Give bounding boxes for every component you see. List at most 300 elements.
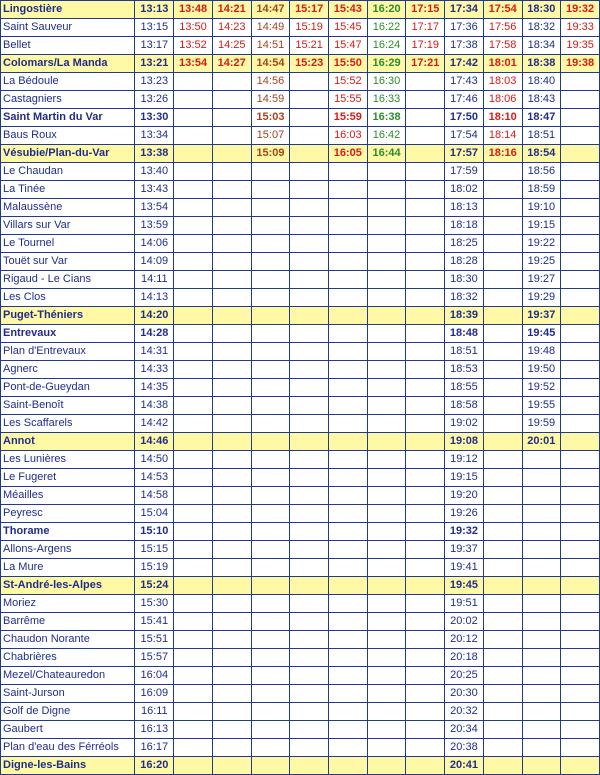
departure-time <box>290 469 329 487</box>
departure-time <box>328 667 367 685</box>
departure-time <box>561 685 600 703</box>
departure-time <box>367 631 406 649</box>
departure-time <box>367 271 406 289</box>
departure-time <box>174 577 213 595</box>
departure-time: 16:24 <box>367 37 406 55</box>
departure-time <box>561 145 600 163</box>
station-name: Thorame <box>1 523 135 541</box>
departure-time: 16:22 <box>367 19 406 37</box>
departure-time <box>251 181 290 199</box>
departure-time <box>483 343 522 361</box>
timetable-row <box>1 271 600 289</box>
departure-time <box>522 757 561 775</box>
station-name: Agnerc <box>1 361 135 379</box>
station-name: Entrevaux <box>1 325 135 343</box>
departure-time <box>328 523 367 541</box>
departure-time <box>367 613 406 631</box>
departure-time <box>406 127 445 145</box>
timetable-row <box>1 505 600 523</box>
departure-time <box>367 523 406 541</box>
departure-time <box>212 145 251 163</box>
departure-time <box>328 505 367 523</box>
departure-time <box>328 595 367 613</box>
departure-time <box>174 649 213 667</box>
departure-time <box>406 145 445 163</box>
departure-time <box>212 73 251 91</box>
departure-time <box>251 271 290 289</box>
departure-time <box>367 559 406 577</box>
departure-time: 19:22 <box>522 235 561 253</box>
timetable-body <box>1 1 600 775</box>
departure-time <box>406 613 445 631</box>
departure-time <box>406 649 445 667</box>
departure-time <box>367 307 406 325</box>
departure-time <box>483 505 522 523</box>
departure-time <box>290 757 329 775</box>
departure-time <box>174 415 213 433</box>
departure-time <box>174 451 213 469</box>
departure-time <box>174 721 213 739</box>
departure-time <box>174 667 213 685</box>
station-name: Bellet <box>1 37 135 55</box>
departure-time <box>483 541 522 559</box>
departure-time <box>561 595 600 613</box>
departure-time <box>212 487 251 505</box>
departure-time: 13:13 <box>135 1 174 19</box>
departure-time: 20:30 <box>445 685 484 703</box>
timetable-row <box>1 559 600 577</box>
departure-time <box>561 199 600 217</box>
station-name: Les Lunières <box>1 451 135 469</box>
departure-time <box>561 469 600 487</box>
departure-time <box>290 685 329 703</box>
station-name: Plan d'Entrevaux <box>1 343 135 361</box>
departure-time: 17:19 <box>406 37 445 55</box>
departure-time <box>367 379 406 397</box>
departure-time <box>328 163 367 181</box>
departure-time: 13:26 <box>135 91 174 109</box>
departure-time <box>406 523 445 541</box>
timetable-row <box>1 181 600 199</box>
departure-time <box>174 397 213 415</box>
departure-time: 19:45 <box>445 577 484 595</box>
departure-time <box>406 181 445 199</box>
departure-time: 16:09 <box>135 685 174 703</box>
departure-time <box>522 739 561 757</box>
departure-time <box>212 91 251 109</box>
departure-time <box>212 397 251 415</box>
departure-time <box>561 757 600 775</box>
departure-time <box>251 343 290 361</box>
departure-time <box>328 361 367 379</box>
timetable-row <box>1 307 600 325</box>
departure-time <box>251 487 290 505</box>
departure-time <box>212 667 251 685</box>
departure-time: 14:54 <box>251 55 290 73</box>
departure-time: 15:30 <box>135 595 174 613</box>
departure-time <box>406 577 445 595</box>
departure-time <box>367 433 406 451</box>
departure-time: 16:05 <box>328 145 367 163</box>
timetable-row <box>1 685 600 703</box>
departure-time <box>174 469 213 487</box>
station-name: Mezel/Chateauredon <box>1 667 135 685</box>
departure-time <box>367 721 406 739</box>
departure-time <box>251 505 290 523</box>
departure-time: 16:13 <box>135 721 174 739</box>
departure-time: 19:51 <box>445 595 484 613</box>
departure-time: 18:06 <box>483 91 522 109</box>
departure-time <box>290 163 329 181</box>
departure-time: 16:20 <box>135 757 174 775</box>
departure-time <box>212 343 251 361</box>
departure-time <box>367 649 406 667</box>
departure-time <box>561 433 600 451</box>
departure-time <box>406 739 445 757</box>
station-name: Digne-les-Bains <box>1 757 135 775</box>
departure-time <box>483 451 522 469</box>
departure-time <box>367 235 406 253</box>
departure-time <box>328 559 367 577</box>
departure-time: 14:25 <box>212 37 251 55</box>
departure-time <box>483 649 522 667</box>
departure-time <box>174 235 213 253</box>
departure-time <box>251 379 290 397</box>
departure-time: 19:26 <box>445 505 484 523</box>
departure-time: 17:21 <box>406 55 445 73</box>
departure-time: 13:23 <box>135 73 174 91</box>
departure-time: 14:49 <box>251 19 290 37</box>
departure-time <box>483 523 522 541</box>
departure-time: 19:15 <box>445 469 484 487</box>
departure-time <box>328 649 367 667</box>
departure-time <box>483 379 522 397</box>
departure-time: 19:48 <box>522 343 561 361</box>
departure-time <box>290 145 329 163</box>
departure-time: 14:11 <box>135 271 174 289</box>
departure-time <box>174 217 213 235</box>
departure-time: 18:30 <box>445 271 484 289</box>
departure-time <box>483 559 522 577</box>
departure-time <box>174 127 213 145</box>
departure-time: 18:58 <box>445 397 484 415</box>
departure-time <box>406 253 445 271</box>
departure-time <box>290 253 329 271</box>
departure-time <box>561 361 600 379</box>
station-name: Le Tournel <box>1 235 135 253</box>
departure-time <box>483 577 522 595</box>
departure-time <box>212 253 251 271</box>
departure-time <box>522 523 561 541</box>
departure-time <box>212 325 251 343</box>
departure-time <box>290 451 329 469</box>
station-name: Lingostière <box>1 1 135 19</box>
departure-time <box>522 505 561 523</box>
departure-time <box>561 379 600 397</box>
departure-time <box>561 91 600 109</box>
timetable-row <box>1 649 600 667</box>
departure-time: 14:47 <box>251 1 290 19</box>
departure-time <box>251 253 290 271</box>
departure-time <box>174 91 213 109</box>
departure-time <box>212 163 251 181</box>
departure-time <box>561 577 600 595</box>
departure-time <box>561 397 600 415</box>
departure-time <box>406 703 445 721</box>
departure-time <box>174 253 213 271</box>
station-name: La Mure <box>1 559 135 577</box>
departure-time <box>483 217 522 235</box>
departure-time <box>212 181 251 199</box>
departure-time <box>522 667 561 685</box>
station-name: Touët sur Var <box>1 253 135 271</box>
departure-time <box>251 415 290 433</box>
station-name: La Bédoule <box>1 73 135 91</box>
departure-time <box>212 307 251 325</box>
departure-time <box>328 415 367 433</box>
departure-time <box>522 487 561 505</box>
departure-time: 15:24 <box>135 577 174 595</box>
departure-time <box>174 289 213 307</box>
departure-time <box>174 433 213 451</box>
departure-time <box>251 667 290 685</box>
timetable-row <box>1 361 600 379</box>
departure-time <box>561 703 600 721</box>
departure-time: 19:35 <box>561 37 600 55</box>
departure-time <box>251 721 290 739</box>
timetable-row <box>1 433 600 451</box>
departure-time: 13:48 <box>174 1 213 19</box>
departure-time <box>174 739 213 757</box>
departure-time: 18:18 <box>445 217 484 235</box>
departure-time: 17:58 <box>483 37 522 55</box>
station-name: Le Fugeret <box>1 469 135 487</box>
departure-time <box>406 631 445 649</box>
departure-time: 19:33 <box>561 19 600 37</box>
departure-time <box>328 433 367 451</box>
departure-time <box>290 559 329 577</box>
timetable-row <box>1 523 600 541</box>
departure-time: 15:21 <box>290 37 329 55</box>
departure-time <box>290 127 329 145</box>
departure-time <box>328 307 367 325</box>
departure-time <box>328 451 367 469</box>
timetable-row <box>1 577 600 595</box>
departure-time <box>251 397 290 415</box>
timetable-row <box>1 415 600 433</box>
departure-time <box>522 469 561 487</box>
departure-time <box>522 577 561 595</box>
departure-time <box>367 667 406 685</box>
departure-time: 13:54 <box>135 199 174 217</box>
departure-time <box>522 649 561 667</box>
departure-time <box>174 487 213 505</box>
departure-time <box>406 235 445 253</box>
departure-time <box>328 757 367 775</box>
departure-time <box>251 685 290 703</box>
departure-time <box>483 163 522 181</box>
station-name: Chaudon Norante <box>1 631 135 649</box>
station-name: Chabrières <box>1 649 135 667</box>
departure-time: 18:51 <box>445 343 484 361</box>
station-name: Saint Martin du Var <box>1 109 135 127</box>
departure-time <box>406 163 445 181</box>
station-name: Gaubert <box>1 721 135 739</box>
departure-time: 18:55 <box>445 379 484 397</box>
station-name: Barrême <box>1 613 135 631</box>
departure-time <box>561 649 600 667</box>
departure-time <box>174 541 213 559</box>
departure-time: 15:50 <box>328 55 367 73</box>
station-name: Puget-Théniers <box>1 307 135 325</box>
departure-time: 14:59 <box>251 91 290 109</box>
departure-time <box>406 109 445 127</box>
station-name: Castagniers <box>1 91 135 109</box>
departure-time <box>483 397 522 415</box>
departure-time <box>367 469 406 487</box>
timetable-row <box>1 325 600 343</box>
timetable-row <box>1 631 600 649</box>
departure-time: 19:29 <box>522 289 561 307</box>
departure-time <box>212 559 251 577</box>
station-name: Colomars/La Manda <box>1 55 135 73</box>
departure-time: 20:01 <box>522 433 561 451</box>
departure-time: 14:31 <box>135 343 174 361</box>
departure-time <box>290 487 329 505</box>
timetable-row <box>1 1 600 19</box>
departure-time: 17:17 <box>406 19 445 37</box>
departure-time: 18:39 <box>445 307 484 325</box>
departure-time <box>212 541 251 559</box>
departure-time: 14:46 <box>135 433 174 451</box>
departure-time <box>174 757 213 775</box>
departure-time <box>561 235 600 253</box>
departure-time <box>251 757 290 775</box>
departure-time <box>251 217 290 235</box>
departure-time <box>483 253 522 271</box>
station-name: Le Chaudan <box>1 163 135 181</box>
station-name: St-André-les-Alpes <box>1 577 135 595</box>
departure-time: 19:27 <box>522 271 561 289</box>
departure-time: 14:06 <box>135 235 174 253</box>
departure-time <box>483 703 522 721</box>
departure-time: 15:15 <box>135 541 174 559</box>
departure-time: 15:07 <box>251 127 290 145</box>
departure-time <box>212 469 251 487</box>
departure-time <box>290 325 329 343</box>
departure-time <box>212 613 251 631</box>
departure-time <box>212 685 251 703</box>
departure-time <box>212 451 251 469</box>
departure-time <box>251 235 290 253</box>
station-name: Baus Roux <box>1 127 135 145</box>
departure-time <box>561 109 600 127</box>
timetable-row <box>1 469 600 487</box>
departure-time <box>561 181 600 199</box>
departure-time: 19:08 <box>445 433 484 451</box>
departure-time <box>483 757 522 775</box>
departure-time: 19:52 <box>522 379 561 397</box>
departure-time <box>212 379 251 397</box>
departure-time <box>212 631 251 649</box>
departure-time <box>483 235 522 253</box>
departure-time <box>290 379 329 397</box>
departure-time <box>367 253 406 271</box>
timetable-row <box>1 487 600 505</box>
departure-time <box>367 361 406 379</box>
departure-time: 20:25 <box>445 667 484 685</box>
departure-time <box>367 487 406 505</box>
departure-time <box>406 559 445 577</box>
departure-time: 16:38 <box>367 109 406 127</box>
departure-time <box>290 361 329 379</box>
departure-time <box>290 613 329 631</box>
timetable-row <box>1 73 600 91</box>
timetable-row <box>1 379 600 397</box>
departure-time <box>174 73 213 91</box>
departure-time <box>328 541 367 559</box>
departure-time <box>483 685 522 703</box>
departure-time: 19:25 <box>522 253 561 271</box>
timetable-row <box>1 37 600 55</box>
departure-time <box>212 739 251 757</box>
departure-time <box>290 577 329 595</box>
departure-time: 18:48 <box>445 325 484 343</box>
timetable-row <box>1 55 600 73</box>
departure-time <box>406 469 445 487</box>
departure-time <box>328 685 367 703</box>
departure-time <box>328 217 367 235</box>
departure-time: 18:10 <box>483 109 522 127</box>
station-name: Rigaud - Le Cians <box>1 271 135 289</box>
departure-time: 19:02 <box>445 415 484 433</box>
departure-time <box>328 379 367 397</box>
departure-time <box>522 631 561 649</box>
departure-time <box>174 379 213 397</box>
departure-time: 19:55 <box>522 397 561 415</box>
departure-time: 20:32 <box>445 703 484 721</box>
departure-time <box>251 361 290 379</box>
departure-time: 19:37 <box>522 307 561 325</box>
departure-time <box>406 721 445 739</box>
departure-time <box>251 199 290 217</box>
station-name: Les Clos <box>1 289 135 307</box>
departure-time <box>212 721 251 739</box>
departure-time: 18:32 <box>522 19 561 37</box>
timetable-row <box>1 721 600 739</box>
departure-time <box>406 307 445 325</box>
departure-time <box>522 451 561 469</box>
departure-time: 19:38 <box>561 55 600 73</box>
departure-time: 14:13 <box>135 289 174 307</box>
departure-time: 19:32 <box>445 523 484 541</box>
departure-time: 16:33 <box>367 91 406 109</box>
departure-time <box>251 739 290 757</box>
departure-time <box>367 199 406 217</box>
departure-time <box>561 541 600 559</box>
departure-time <box>561 415 600 433</box>
departure-time: 15:23 <box>290 55 329 73</box>
departure-time <box>212 361 251 379</box>
departure-time <box>212 271 251 289</box>
departure-time <box>561 523 600 541</box>
departure-time: 18:38 <box>522 55 561 73</box>
departure-time <box>290 703 329 721</box>
departure-time <box>290 739 329 757</box>
departure-time <box>174 307 213 325</box>
departure-time <box>367 595 406 613</box>
departure-time: 14:21 <box>212 1 251 19</box>
